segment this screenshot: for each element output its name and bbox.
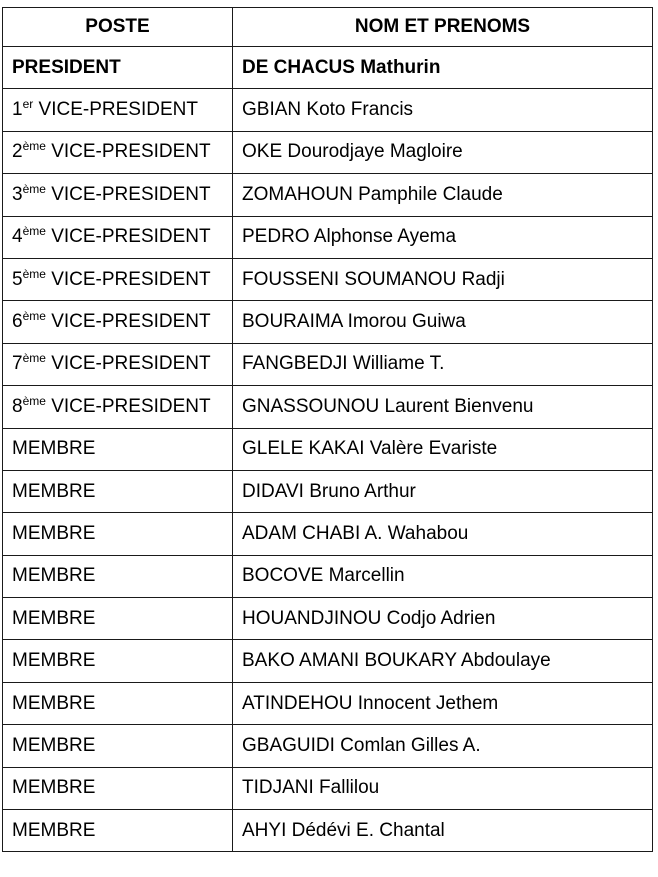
nom-cell: GLELE KAKAI Valère Evariste (233, 428, 653, 470)
poste-cell (3, 258, 233, 300)
poste-label: VICE-PRESIDENT (33, 99, 198, 121)
ordinal-suffix: ème (22, 351, 46, 366)
poste-cell (3, 301, 233, 343)
header-poste: POSTE (3, 8, 233, 47)
poste-cell (3, 343, 233, 385)
table-row (3, 767, 653, 809)
table-row (3, 725, 653, 767)
poste-cell (3, 131, 233, 173)
poste-cell (3, 682, 233, 724)
poste-label: MEMBRE (12, 480, 96, 502)
nom-cell: HOUANDJINOU Codjo Adrien (233, 598, 653, 640)
nom-cell: ADAM CHABI A. Wahabou (233, 513, 653, 555)
table-row (3, 47, 653, 89)
poste-cell (3, 640, 233, 682)
table-row (3, 640, 653, 682)
nom-cell: GBIAN Koto Francis (233, 89, 653, 131)
poste-label: VICE-PRESIDENT (45, 226, 211, 248)
ordinal-number: 4 (12, 226, 23, 248)
poste-cell (3, 725, 233, 767)
header-row (3, 8, 653, 47)
poste-label: VICE-PRESIDENT (45, 311, 211, 333)
ordinal-number: 1 (12, 99, 23, 121)
table-header (3, 8, 653, 47)
table-row (3, 89, 653, 131)
poste-label: VICE-PRESIDENT (45, 183, 211, 205)
nom-cell: GBAGUIDI Comlan Gilles A. (233, 725, 653, 767)
nom-cell: OKE Dourodjaye Magloire (233, 131, 653, 173)
ordinal-number: 7 (12, 353, 23, 375)
nom-cell: ZOMAHOUN Pamphile Claude (233, 174, 653, 216)
table-row (3, 428, 653, 470)
ordinal-number: 6 (12, 311, 23, 333)
nom-cell: DE CHACUS Mathurin (233, 47, 653, 89)
poste-cell (3, 513, 233, 555)
table-row (3, 598, 653, 640)
ordinal-number: 3 (12, 183, 23, 205)
table-row (3, 301, 653, 343)
header-nom-prenoms: NOM ET PRENOMS (233, 8, 653, 47)
ordinal-suffix: ème (22, 266, 46, 281)
poste-label: MEMBRE (12, 819, 96, 841)
nom-cell: DIDAVI Bruno Arthur (233, 470, 653, 512)
nom-cell: ATINDEHOU Innocent Jethem (233, 682, 653, 724)
nom-cell: FANGBEDJI Williame T. (233, 343, 653, 385)
table-row (3, 258, 653, 300)
poste-cell (3, 470, 233, 512)
table-row (3, 470, 653, 512)
table-row (3, 174, 653, 216)
poste-label: MEMBRE (12, 777, 96, 799)
poste-label: MEMBRE (12, 734, 96, 756)
poste-cell (3, 174, 233, 216)
table-row (3, 386, 653, 428)
table-row (3, 682, 653, 724)
nom-cell: AHYI Dédévi E. Chantal (233, 810, 653, 852)
poste-label: MEMBRE (12, 565, 96, 587)
poste-label: VICE-PRESIDENT (45, 268, 211, 290)
nom-cell: TIDJANI Fallilou (233, 767, 653, 809)
poste-cell (3, 428, 233, 470)
nom-cell: BOURAIMA Imorou Guiwa (233, 301, 653, 343)
nom-cell: BOCOVE Marcellin (233, 555, 653, 597)
nom-cell: FOUSSENI SOUMANOU Radji (233, 258, 653, 300)
poste-cell (3, 555, 233, 597)
nom-cell: BAKO AMANI BOUKARY Abdoulaye (233, 640, 653, 682)
ordinal-suffix: ème (22, 309, 46, 324)
nom-cell: PEDRO Alphonse Ayema (233, 216, 653, 258)
poste-label: MEMBRE (12, 607, 96, 629)
nom-cell: GNASSOUNOU Laurent Bienvenu (233, 386, 653, 428)
roster-table (2, 7, 653, 852)
ordinal-number: 5 (12, 268, 23, 290)
ordinal-suffix: ème (22, 139, 46, 154)
ordinal-suffix: ème (22, 181, 46, 196)
table-row (3, 343, 653, 385)
ordinal-number: 2 (12, 141, 23, 163)
poste-label: PRESIDENT (12, 56, 121, 78)
poste-label: VICE-PRESIDENT (45, 141, 211, 163)
poste-label: MEMBRE (12, 650, 96, 672)
poste-label: VICE-PRESIDENT (45, 353, 211, 375)
ordinal-number: 8 (12, 395, 23, 417)
table-row (3, 131, 653, 173)
poste-cell (3, 89, 233, 131)
ordinal-suffix: ème (22, 393, 46, 408)
poste-label: VICE-PRESIDENT (45, 395, 211, 417)
poste-cell (3, 598, 233, 640)
table-body (3, 47, 653, 852)
ordinal-suffix: ème (22, 224, 46, 239)
table-row (3, 555, 653, 597)
poste-cell (3, 216, 233, 258)
poste-label: MEMBRE (12, 522, 96, 544)
poste-cell (3, 386, 233, 428)
poste-cell (3, 810, 233, 852)
table-row (3, 810, 653, 852)
poste-label: MEMBRE (12, 692, 96, 714)
ordinal-suffix: er (22, 97, 34, 112)
table-row (3, 513, 653, 555)
table-row (3, 216, 653, 258)
poste-cell (3, 767, 233, 809)
poste-cell (3, 47, 233, 89)
poste-label: MEMBRE (12, 438, 96, 460)
